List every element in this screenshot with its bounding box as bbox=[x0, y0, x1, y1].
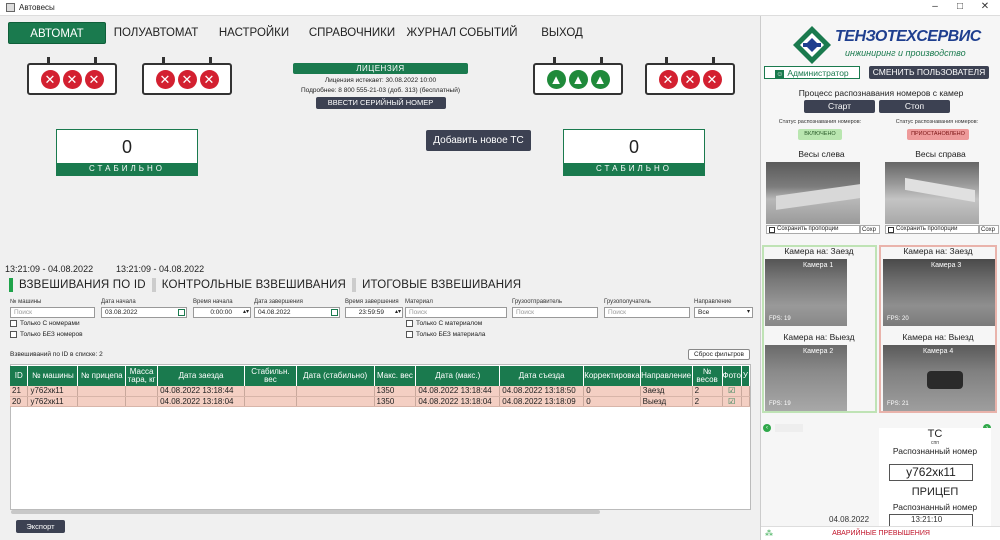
column-header[interactable]: ID bbox=[10, 366, 28, 386]
fps-label: FPS: 19 bbox=[769, 401, 791, 407]
date-end-input[interactable] bbox=[254, 307, 340, 318]
table-row[interactable] bbox=[10, 386, 750, 396]
license-panel bbox=[293, 63, 468, 109]
alarm-text[interactable]: АВАРИЙНЫЕ ПРЕВЫШЕНИЯ bbox=[832, 530, 930, 537]
material-label: Материал bbox=[405, 299, 433, 305]
tab-settings[interactable]: НАСТРОЙКИ bbox=[218, 27, 290, 39]
only-with-numbers-checkbox[interactable] bbox=[10, 320, 80, 327]
traffic-board-right-1 bbox=[533, 63, 623, 95]
network-icon: ⁂ bbox=[765, 529, 773, 538]
scale-status: СТАБИЛЬНО bbox=[57, 163, 197, 175]
scale-right-camera[interactable] bbox=[885, 162, 979, 224]
main-panel bbox=[0, 16, 760, 540]
checkbox-label: Только С номерами bbox=[20, 320, 80, 327]
table-cell: 1350 bbox=[374, 386, 416, 396]
go-signal-icon: ▲ bbox=[547, 70, 566, 89]
stop-signal-icon: ✕ bbox=[681, 70, 700, 89]
column-header[interactable]: № прицепа bbox=[78, 366, 126, 386]
ts-title: ТС bbox=[927, 428, 943, 440]
receiver-label: Грузополучатель bbox=[604, 299, 651, 305]
table-cell: 04.08.2022 13:18:44 bbox=[158, 386, 245, 396]
table-cell: 20 bbox=[10, 396, 28, 406]
column-header[interactable]: Макс. вес bbox=[374, 366, 416, 386]
trailer-number-label: Распознанный номер bbox=[892, 502, 978, 512]
camera-in-label: Камера на: Заезд bbox=[784, 246, 854, 256]
only-without-material-checkbox[interactable] bbox=[406, 331, 485, 338]
time-end-label: Время завершения bbox=[345, 299, 399, 305]
chevron-down-icon: ▾ bbox=[746, 309, 750, 315]
camera-out-label: Камера на: Выезд bbox=[783, 332, 855, 342]
table-cell bbox=[296, 386, 374, 396]
keep-ratio-short-right: Сохр bbox=[979, 225, 999, 234]
checkbox-label: Сохранить пропорции bbox=[777, 226, 839, 232]
table-cell: 0 bbox=[584, 396, 640, 406]
tab-auto[interactable]: АВТОМАТ bbox=[8, 22, 106, 44]
table-cell: 04.08.2022 13:18:50 bbox=[500, 386, 584, 396]
table-cell: ☑ bbox=[722, 386, 741, 396]
scale-left-camera[interactable] bbox=[766, 162, 860, 224]
fps-label: FPS: 20 bbox=[887, 316, 909, 322]
ts-subtitle: спп bbox=[931, 440, 939, 446]
camera-3-feed[interactable] bbox=[883, 259, 995, 326]
recognized-plate: у762хк11 bbox=[889, 464, 973, 481]
time-start-value: 0:00:00 bbox=[210, 309, 232, 316]
company-logo bbox=[791, 24, 996, 66]
table-cell bbox=[741, 396, 749, 406]
checkbox-label: Только С материалом bbox=[416, 320, 483, 327]
table-cell: 1350 bbox=[374, 396, 416, 406]
stop-signal-icon: ✕ bbox=[659, 70, 678, 89]
fps-label: FPS: 19 bbox=[769, 316, 791, 322]
camera-name: Камера 4 bbox=[923, 348, 954, 355]
tab-event-log[interactable]: ЖУРНАЛ СОБЫТИЙ bbox=[406, 27, 518, 39]
scroll-track bbox=[775, 424, 803, 432]
weighing-tabs bbox=[9, 278, 521, 292]
table-row[interactable] bbox=[10, 396, 750, 406]
stop-signal-icon: ✕ bbox=[156, 70, 175, 89]
time-end-value: 23:59:59 bbox=[358, 309, 384, 316]
vehicle-filter-label: № машины bbox=[10, 299, 42, 305]
column-header[interactable]: Дата съезда bbox=[500, 366, 584, 386]
only-without-numbers-checkbox[interactable] bbox=[10, 331, 83, 338]
maximize-icon[interactable]: □ bbox=[956, 1, 964, 12]
table-cell: 04.08.2022 13:18:04 bbox=[416, 396, 500, 406]
spinner-icon[interactable]: ▴▾ bbox=[242, 309, 249, 315]
table-cell bbox=[244, 386, 296, 396]
weighings-table bbox=[10, 366, 750, 407]
keep-ratio-short-left: Сохр bbox=[860, 225, 880, 234]
status-off-badge: ПРИОСТАНОВЛЕНО bbox=[907, 129, 969, 140]
column-header[interactable]: № машины bbox=[28, 366, 78, 386]
window-title: Автовесы bbox=[19, 2, 55, 12]
stop-signal-icon: ✕ bbox=[41, 70, 60, 89]
direction-label: Направление bbox=[694, 299, 732, 305]
table-cell: 04.08.2022 13:18:09 bbox=[500, 396, 584, 406]
license-header: ЛИЦЕНЗИЯ bbox=[293, 63, 468, 74]
table-cell: ☑ bbox=[722, 396, 741, 406]
table-cell: 2 bbox=[692, 386, 722, 396]
go-signal-icon: ▲ bbox=[569, 70, 588, 89]
calendar-icon[interactable] bbox=[178, 309, 185, 316]
right-panel bbox=[760, 16, 1000, 540]
column-header[interactable]: Дата (макс.) bbox=[416, 366, 500, 386]
status-label-left: Статус распознавания номеров: bbox=[778, 119, 862, 125]
camera-1-feed[interactable] bbox=[765, 259, 847, 326]
minimize-icon[interactable]: – bbox=[932, 1, 938, 12]
camera-name: Камера 3 bbox=[931, 262, 962, 269]
license-expires: Лицензия истекает: 30.08.2022 10:00 bbox=[324, 77, 437, 84]
scale-left-label: Весы слева bbox=[798, 149, 845, 159]
timestamp-left: 13:21:09 - 04.08.2022 bbox=[5, 264, 94, 274]
camera-2-feed[interactable] bbox=[765, 345, 847, 411]
tab-final-weighings[interactable]: ИТОГОВЫЕ ВЗВЕШИВАНИЯ bbox=[352, 278, 521, 292]
recognized-number-label: Распознанный номер bbox=[892, 446, 978, 456]
tab-directories[interactable]: СПРАВОЧНИКИ bbox=[308, 27, 396, 39]
logo-title: ТЕНЗОТЕХСЕРВИС bbox=[835, 28, 981, 45]
change-user-button[interactable]: СМЕНИТЬ ПОЛЬЗОВАТЕЛЯ bbox=[869, 66, 989, 79]
stop-signal-icon: ✕ bbox=[85, 70, 104, 89]
camera-in-label: Камера на: Заезд bbox=[903, 246, 973, 256]
table-cell: Выезд bbox=[640, 396, 692, 406]
scale-right-label: Весы справа bbox=[915, 149, 966, 159]
table-cell bbox=[126, 396, 158, 406]
license-details: Подробнее: 8 800 555-21-03 (доб. 313) (бесплатный) bbox=[300, 87, 461, 94]
tab-weighings-by-id[interactable]: ВЗВЕШИВАНИЯ ПО ID bbox=[9, 278, 146, 292]
table-cell bbox=[78, 396, 126, 406]
camera-4-feed[interactable] bbox=[883, 345, 995, 411]
fps-label: FPS: 21 bbox=[887, 401, 909, 407]
checkbox-label: Сохранить пропорции bbox=[896, 226, 958, 232]
column-header[interactable]: Масса тара, кг bbox=[126, 366, 158, 386]
only-with-material-checkbox[interactable] bbox=[406, 320, 482, 327]
horizontal-scrollbar[interactable] bbox=[11, 510, 600, 514]
date-end-label: Дата завершения bbox=[254, 299, 303, 305]
table-cell bbox=[741, 386, 749, 396]
app-icon bbox=[6, 3, 15, 12]
start-button[interactable]: Старт bbox=[804, 100, 875, 113]
trailer-title: ПРИЦЕП bbox=[911, 486, 959, 498]
material-search-input[interactable]: Поиск bbox=[405, 307, 507, 318]
add-vehicle-button[interactable]: Добавить новое ТС bbox=[426, 130, 531, 151]
table-cell: 21 bbox=[10, 386, 28, 396]
time-end-input[interactable] bbox=[345, 307, 403, 318]
close-icon[interactable]: ✕ bbox=[980, 1, 990, 12]
sender-label: Грузоотправитель bbox=[512, 299, 563, 305]
go-signal-icon: ▲ bbox=[591, 70, 610, 89]
column-header[interactable]: Фото bbox=[722, 366, 741, 386]
user-icon: ☺ bbox=[776, 71, 784, 78]
scale-display-left bbox=[56, 129, 198, 176]
export-button[interactable]: Экспорт bbox=[16, 520, 65, 533]
stop-signal-icon: ✕ bbox=[178, 70, 197, 89]
table-cell: Заезд bbox=[640, 386, 692, 396]
stop-button[interactable]: Стоп bbox=[879, 100, 950, 113]
column-header[interactable]: № весов bbox=[692, 366, 722, 386]
traffic-board-left-1 bbox=[27, 63, 117, 95]
bottom-time: 13:21:10 bbox=[911, 515, 943, 524]
keep-ratio-checkbox-right[interactable] bbox=[885, 225, 979, 234]
table-cell: у762хк11 bbox=[28, 396, 78, 406]
checkbox-label: Только БЕЗ номеров bbox=[20, 331, 83, 338]
bottom-date: 04.08.2022 bbox=[829, 515, 870, 524]
weighings-count: Взвешиваний по ID в списке: 2 bbox=[10, 351, 103, 358]
recognition-title: Процесс распознавания номеров с камер bbox=[798, 88, 964, 98]
timestamp-right: 13:21:09 - 04.08.2022 bbox=[116, 264, 205, 274]
table-cell: 0 bbox=[584, 386, 640, 396]
stop-signal-icon: ✕ bbox=[703, 70, 722, 89]
camera-name: Камера 1 bbox=[803, 262, 834, 269]
car-shape bbox=[927, 371, 963, 389]
column-header[interactable]: Направление bbox=[640, 366, 692, 386]
checkbox-label: Только БЕЗ материала bbox=[416, 331, 486, 338]
receiver-search-input[interactable]: Поиск bbox=[604, 307, 690, 318]
table-cell bbox=[244, 396, 296, 406]
column-header[interactable]: Корректировка bbox=[584, 366, 640, 386]
date-start-value: 03.08.2022 bbox=[105, 309, 138, 316]
scale-status: СТАБИЛЬНО bbox=[564, 163, 704, 175]
time-start-label: Время начала bbox=[193, 299, 233, 305]
alarm-bar bbox=[761, 526, 1000, 540]
user-name: Администратор bbox=[787, 68, 849, 78]
date-start-input[interactable] bbox=[101, 307, 187, 318]
table-cell bbox=[296, 396, 374, 406]
column-header[interactable]: Дата (стабильно) bbox=[296, 366, 374, 386]
table-cell bbox=[126, 386, 158, 396]
spinner-icon[interactable]: ▴▾ bbox=[394, 309, 401, 315]
table-cell: 04.08.2022 13:18:04 bbox=[158, 396, 245, 406]
tab-control-weighings[interactable]: КОНТРОЛЬНЫЕ ВЗВЕШИВАНИЯ bbox=[152, 278, 346, 292]
stop-signal-icon: ✕ bbox=[63, 70, 82, 89]
logo-subtitle: инжиниринг и производство bbox=[845, 48, 966, 58]
direction-select[interactable] bbox=[694, 307, 753, 318]
date-start-label: Дата начала bbox=[101, 299, 136, 305]
prev-arrow-icon[interactable]: ‹ bbox=[763, 424, 771, 432]
enter-serial-button[interactable]: ВВЕСТИ СЕРИЙНЫЙ НОМЕР bbox=[316, 97, 446, 109]
table-cell: 04.08.2022 13:18:44 bbox=[416, 386, 500, 396]
date-end-value: 04.08.2022 bbox=[258, 309, 291, 316]
time-start-input[interactable] bbox=[193, 307, 251, 318]
sender-search-input[interactable]: Поиск bbox=[512, 307, 598, 318]
camera-name: Камера 2 bbox=[803, 348, 834, 355]
traffic-board-right-2 bbox=[645, 63, 735, 95]
traffic-board-left-2 bbox=[142, 63, 232, 95]
calendar-icon[interactable] bbox=[331, 309, 338, 316]
vehicle-search-input[interactable]: Поиск bbox=[10, 307, 95, 318]
window-titlebar bbox=[0, 0, 1000, 16]
status-on-badge: ВКЛЮЧЕНО bbox=[798, 129, 842, 140]
scale-display-right bbox=[563, 129, 705, 176]
column-header[interactable]: У bbox=[741, 366, 749, 386]
logo-icon bbox=[791, 24, 833, 66]
scale-weight-value: 0 bbox=[121, 137, 132, 157]
reset-filters-button[interactable]: Сброс фильтров bbox=[688, 349, 750, 360]
table-cell: у762хк11 bbox=[28, 386, 78, 396]
direction-value: Все bbox=[698, 309, 710, 316]
scale-weight-value: 0 bbox=[628, 137, 639, 157]
stop-signal-icon: ✕ bbox=[200, 70, 219, 89]
camera-out-label: Камера на: Выезд bbox=[902, 332, 974, 342]
top-nav bbox=[8, 22, 602, 44]
column-header[interactable]: Стабильн. вес bbox=[244, 366, 296, 386]
table-cell: 2 bbox=[692, 396, 722, 406]
current-user[interactable] bbox=[764, 66, 860, 79]
tab-semiauto[interactable]: ПОЛУАВТОМАТ bbox=[113, 27, 199, 39]
keep-ratio-checkbox-left[interactable] bbox=[766, 225, 860, 234]
tab-exit[interactable]: ВЫХОД bbox=[541, 27, 583, 39]
column-header[interactable]: Дата заезда bbox=[158, 366, 245, 386]
table-cell bbox=[78, 386, 126, 396]
status-label-right: Статус распознавания номеров: bbox=[895, 119, 979, 125]
